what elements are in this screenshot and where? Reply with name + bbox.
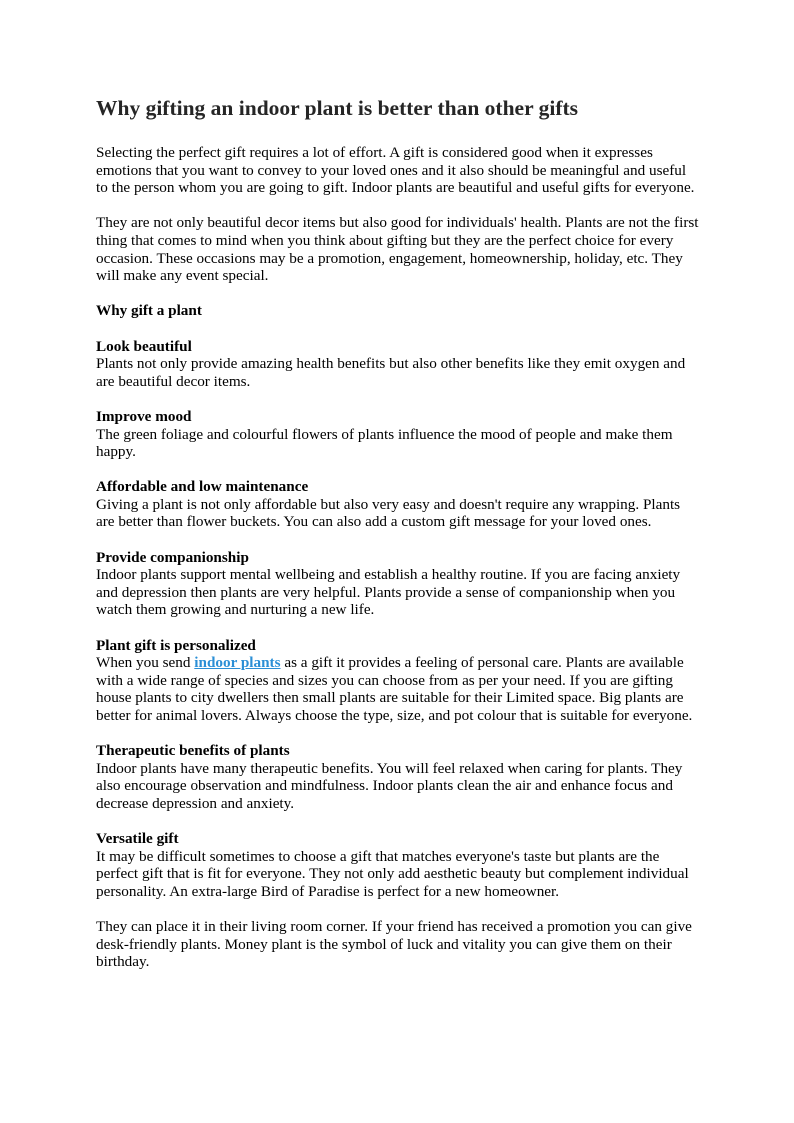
section-therapeutic — [96, 742, 700, 812]
section-body: It may be difficult sometimes to choose a gift that matches everyone's taste but plants are the perfect gift that is fit for everyone. They not only add aesthetic beauty but complement individual personality. An extra-large Bird of Paradise is perfect for a new homeowner. — [96, 847, 689, 900]
section-companionship — [96, 549, 700, 619]
section-improve-mood — [96, 408, 700, 461]
section-title: Improve mood — [96, 407, 192, 425]
document-page — [96, 95, 700, 971]
section-body-after: as a gift it provides a feeling of personal care. Plants are available with a wide range of species and sizes you can choose from as per your need. If you are gifting house plants to city dwellers then small plants are suitable for their Limited space. Big plants are better for animal lovers. Always choose the type, size, and pot colour that is suitable for everyone. — [96, 654, 693, 724]
section-versatile — [96, 830, 700, 900]
section-title: Provide companionship — [96, 548, 249, 566]
section-body: Plants not only provide amazing health benefits but also other benefits like they emit oxygen and are beautiful decor items. — [96, 355, 686, 390]
intro-paragraph-1: Selecting the perfect gift requires a lot of effort. A gift is considered good when it expresses emotions that you want to convey to your loved ones and it also should be meaningful and useful to the person whom you are going to gift. Indoor plants are beautiful and useful gifts for everyone. — [96, 144, 695, 197]
section-body: Indoor plants support mental wellbeing and establish a healthy routine. If you are facing anxiety and depression then plants are very helpful. Plants provide a sense of companionship when you watch them growing and nurturing a new life. — [96, 566, 681, 619]
section-title: Affordable and low maintenance — [96, 478, 309, 496]
section-body: The green foliage and colourful flowers of plants influence the mood of people and make them happy. — [96, 425, 673, 461]
intro-paragraph-2: They are not only beautiful decor items but also good for individuals' health. Plants are not the first thing that comes to mind when you think about gifting but they are the perfect choice for every occasion. These occasions may be a promotion, engagement, homeownership, holiday, etc. They will make any event special. — [96, 214, 699, 285]
section-title: Plant gift is personalized — [96, 636, 256, 654]
section-body: Indoor plants have many therapeutic benefits. You will feel relaxed when caring for plants. They also encourage observation and mindfulness. Indoor plants clean the air and enhance focus and decrease depression and anxiety. — [96, 759, 683, 812]
section-body-before: When you send — [96, 654, 195, 672]
section-body: Giving a plant is not only affordable but also very easy and doesn't require any wrapping. Plants are better than flower buckets. You can also add a custom gift message for your loved ones. — [96, 495, 681, 531]
section-title: Therapeutic benefits of plants — [96, 742, 290, 760]
closing-paragraph: They can place it in their living room corner. If your friend has received a promotion you can give desk-friendly plants. Money plant is the symbol of luck and vitality you can give them on their birthday. — [96, 918, 692, 971]
indoor-plants-link[interactable]: indoor plants — [194, 654, 281, 672]
section-subheading: Why gift a plant — [96, 302, 202, 320]
section-look-beautiful — [96, 338, 700, 391]
section-personalized — [96, 637, 700, 725]
article-title: Why gifting an indoor plant is better than other gifts — [96, 96, 579, 120]
section-affordable — [96, 478, 700, 531]
section-title: Versatile gift — [96, 830, 179, 848]
section-title: Look beautiful — [96, 337, 192, 355]
